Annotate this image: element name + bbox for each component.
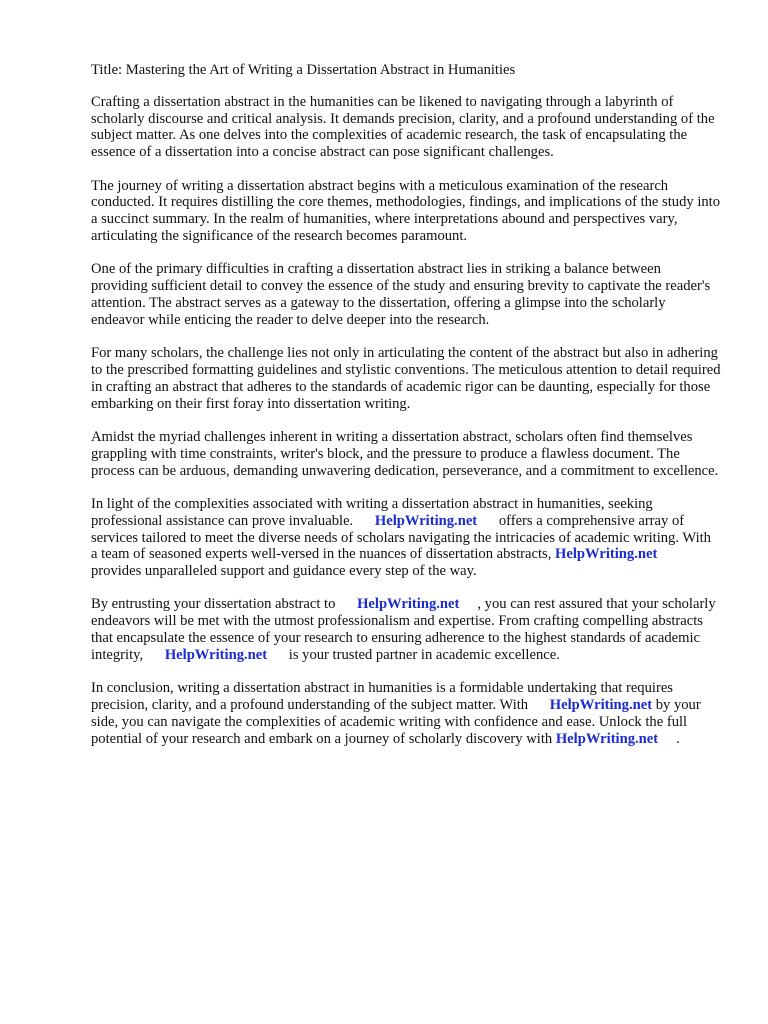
paragraph-7-text-c: is your trusted partner in academic excellence. bbox=[288, 646, 560, 663]
paragraph-6 bbox=[91, 496, 721, 580]
helpwriting-link[interactable]: HelpWriting.net bbox=[374, 512, 478, 529]
paragraph-6-text-a: In light of the complexities associated with writing a dissertation abstract in humanities, seeking professional assistance can prove invaluable. bbox=[91, 495, 653, 529]
paragraph-8 bbox=[91, 680, 721, 747]
helpwriting-link[interactable]: HelpWriting.net bbox=[555, 546, 658, 563]
document-title: Title: Mastering the Art of Writing a Dissertation Abstract in Humanities bbox=[91, 62, 516, 78]
paragraph-5: Amidst the myriad challenges inherent in writing a dissertation abstract, scholars often find themselves grappling with time constraints, writer's block, and the pressure to produce a flawless document. The process can be arduous, demanding unwavering dedication, perseverance, and a commitment to excellence. bbox=[91, 428, 719, 479]
paragraph-8-text-c: . bbox=[676, 730, 680, 747]
paragraph-8-text-a: In conclusion, writing a dissertation abstract in humanities is a formidable undertaking that requires precision, clarity, and a profound understanding of the subject matter. With bbox=[91, 680, 673, 714]
helpwriting-link[interactable]: HelpWriting.net bbox=[555, 730, 659, 747]
paragraph-6-text-b: offers a comprehensive array of services tailored to meet the diverse needs of scholars navigating the intricacies of academic writing. With a team of seasoned experts well-versed in the nuances of dissertation abstracts, bbox=[91, 512, 711, 563]
paragraph-7-text-b: , you can rest assured that your scholarly endeavors will be met with the utmost professionalism and expertise. From crafting compelling abstracts that encapsulate the essence of your research to ensuring adherence to the highest standards of academic integrity, bbox=[91, 596, 716, 663]
helpwriting-link[interactable]: HelpWriting.net bbox=[164, 646, 268, 663]
paragraph-1: Crafting a dissertation abstract in the humanities can be likened to navigating through a labyrinth of scholarly discourse and critical analysis. It demands precision, clarity, and a profound understanding of the subject matter. As one delves into the complexities of academic research, the task of encapsulating the essence of a dissertation into a concise abstract can pose significant challenges. bbox=[91, 93, 715, 161]
helpwriting-link[interactable]: HelpWriting.net bbox=[549, 697, 653, 714]
paragraph-4: For many scholars, the challenge lies not only in articulating the content of the abstract but also in adhering to the prescribed formatting guidelines and stylistic conventions. The meticulous attention to detail required in crafting an abstract that adheres to the standards of academic rigor can be daunting, especially for those embarking on their first foray into dissertation writing. bbox=[91, 345, 721, 412]
paragraph-6-text-c: provides unparalleled support and guidance every step of the way. bbox=[91, 563, 477, 580]
document-page bbox=[91, 62, 721, 764]
paragraph-2: The journey of writing a dissertation abstract begins with a meticulous examination of the research conducted. It requires distilling the core themes, methodologies, findings, and implications of the study into a succinct summary. In the realm of humanities, where interpretations abound and perspectives vary, articulating the significance of the research becomes paramount. bbox=[91, 177, 721, 244]
paragraph-7-text-a: By entrusting your dissertation abstract to bbox=[91, 596, 336, 613]
helpwriting-link[interactable]: HelpWriting.net bbox=[357, 596, 460, 613]
paragraph-3: One of the primary difficulties in crafting a dissertation abstract lies in striking a balance between providing sufficient detail to convey the essence of the study and ensuring brevity to captivate the reader's attention. The abstract serves as a gateway to the dissertation, offering a glimpse into the scholarly endeavor while enticing the reader to delve deeper into the research. bbox=[91, 261, 711, 328]
paragraph-7 bbox=[91, 596, 721, 663]
paragraph-8-text-b: by your side, you can navigate the complexities of academic writing with confidence and ease. Unlock the full potential of your research and embark on a journey of scholarly discovery with bbox=[91, 697, 701, 747]
